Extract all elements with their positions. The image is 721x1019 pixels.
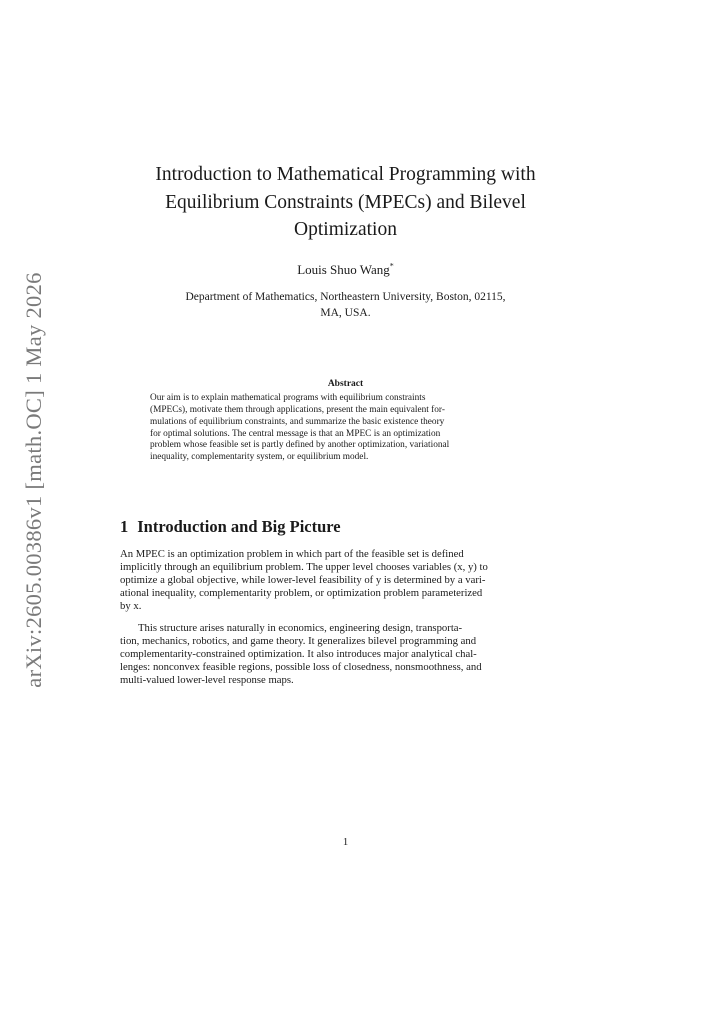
abstract-line: for optimal solutions. The central message is that an MPEC is an optimization [150, 428, 441, 439]
author-footnote-mark: * [389, 261, 394, 271]
section-title: Introduction and Big Picture [137, 517, 341, 536]
author-name: Louis Shuo Wang [297, 262, 390, 277]
paragraph-line: tion, mechanics, robotics, and game theory. It generalizes bilevel programming and [120, 635, 477, 648]
title-line: Introduction to Mathematical Programming with [155, 164, 536, 185]
paragraph-line: An MPEC is an optimization problem in which part of the feasible set is defined [120, 548, 464, 560]
abstract-line: Our aim is to explain mathematical programs with equilibrium constraints [150, 393, 426, 403]
paragraph-line: This structure arises naturally in economics, engineering design, transporta- [138, 622, 463, 634]
page-number: 1 [342, 836, 349, 848]
paragraph-line: implicitly through an equilibrium problem. The upper level chooses variables (x, y) to [120, 561, 488, 574]
title-line: Optimization [294, 219, 397, 240]
abstract-heading: Abstract [327, 379, 364, 389]
paragraph-line: multi-valued lower-level response maps. [120, 674, 294, 687]
body-paragraph [120, 622, 571, 687]
section-heading [120, 517, 571, 537]
abstract-line: mulations of equilibrium constraints, and summarize the basic existence theory [150, 416, 445, 427]
affiliation-line: MA, USA. [320, 306, 371, 319]
paragraph-line: ational inequality, complementarity problem, or optimization problem parameterized [120, 587, 483, 600]
abstract-line: inequality, complementarity system, or equilibrium model. [150, 452, 369, 463]
affiliation-line: Department of Mathematics, Northeastern University, Boston, 02115, [185, 291, 506, 303]
author-line [120, 262, 571, 278]
paragraph-line: optimize a global objective, while lower-level feasibility of y is determined by a vari- [120, 574, 486, 587]
abstract-line: problem whose feasible set is partly defined by another optimization, variational [150, 440, 450, 451]
abstract-line: (MPECs), motivate them through applications, present the main equivalent for- [150, 404, 445, 415]
paragraph-line: complementarity-constrained optimization. It also introduces major analytical chal- [120, 648, 477, 661]
abstract-body [150, 393, 540, 464]
section-number: 1 [120, 517, 129, 536]
body-paragraph [120, 548, 571, 613]
paragraph-line: by x. [120, 600, 142, 613]
affiliation [140, 290, 551, 321]
title-line: Equilibrium Constraints (MPECs) and Bilevel [165, 191, 526, 213]
arxiv-identifier: arXiv:2605.00386v1 [math.OC] 1 May 2026 [21, 272, 46, 688]
paper-title [120, 161, 571, 244]
paragraph-line: lenges: nonconvex feasible regions, possible loss of closedness, nonsmoothness, and [120, 661, 482, 674]
